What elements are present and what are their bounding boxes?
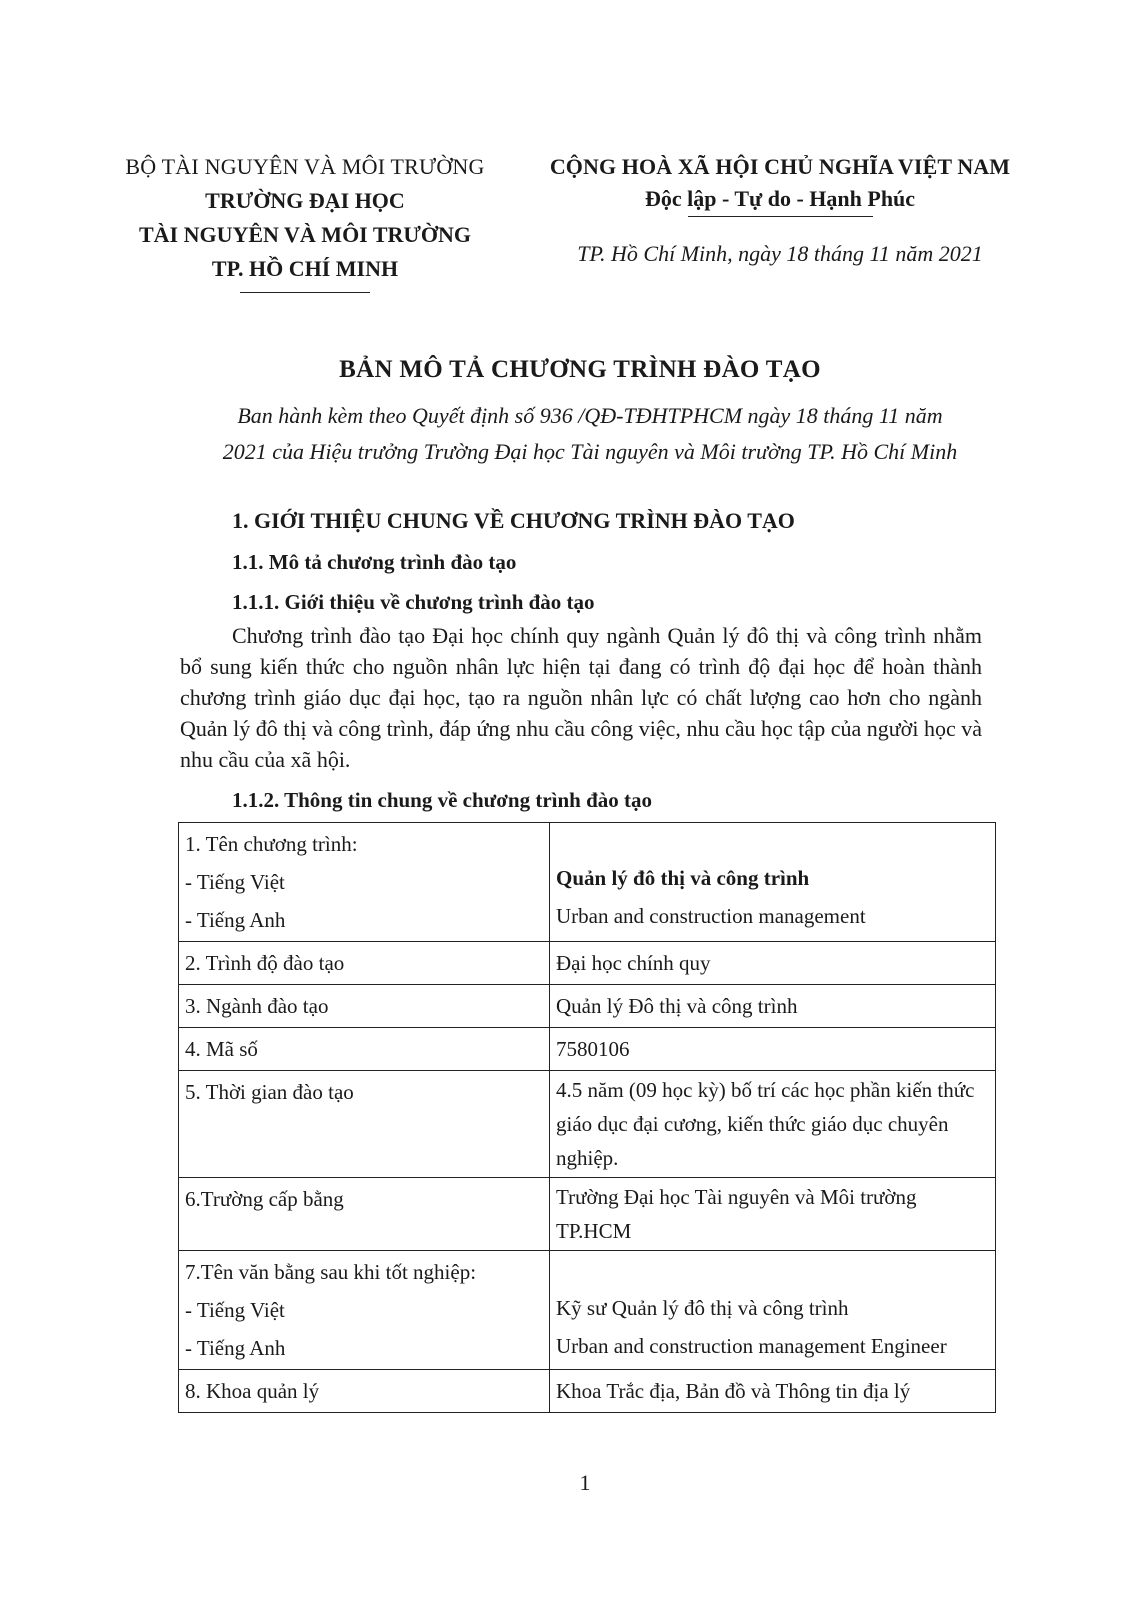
subtitle-line: Ban hành kèm theo Quyết định số 936 /QĐ-TĐHTPHCM ngày 18 tháng 11 năm [237, 403, 943, 428]
program-info-table [178, 822, 996, 1413]
table-cell-label: 3. Ngành đào tạo [179, 985, 550, 1028]
table-row [179, 823, 996, 942]
row-label: 7.Tên văn bằng sau khi tốt nghiệp: [185, 1260, 477, 1284]
row-sublabel: - Tiếng Việt [185, 870, 285, 894]
table-cell-label [179, 823, 550, 942]
table-row [179, 1028, 996, 1071]
row-sublabel: - Tiếng Anh [185, 908, 286, 932]
document-title: BẢN MÔ TẢ CHƯƠNG TRÌNH ĐÀO TẠO [339, 356, 821, 383]
spacer [556, 825, 987, 859]
row-sublabel: - Tiếng Anh [185, 1336, 286, 1360]
intro-paragraph: Chương trình đào tạo Đại học chính quy ngành Quản lý đô thị và công trình nhằm bổ sung kiến thức cho nguồn nhân lực hiện tại đang có trình độ đại học để hoàn thành chương trình giáo dục đại học, tạo ra nguồn nhân lực có chất lượng cao hơn cho ngành Quản lý đô thị và công trình, đáp ứng nhu cầu công việc, nhu cầu học tập của người học và nhu cầu của xã hội. [180, 623, 982, 772]
row-label: 1. Tên chương trình: [185, 832, 358, 856]
school-name-line3: TP. HỒ CHÍ MINH [211, 256, 399, 281]
table-cell-value [550, 823, 996, 942]
table-row [179, 1251, 996, 1370]
issuer-header [100, 150, 510, 293]
school-name-line2: TÀI NGUYÊN VÀ MÔI TRƯỜNG [138, 222, 472, 247]
row-value: Kỹ sư Quản lý đô thị và công trình [556, 1296, 849, 1320]
table-cell-label [179, 1251, 550, 1370]
ministry-name: BỘ TÀI NGUYÊN VÀ MÔI TRƯỜNG [125, 154, 485, 179]
table-cell-value: Đại học chính quy [550, 942, 996, 985]
motto-underline [688, 216, 873, 217]
national-header [530, 150, 1030, 269]
section-heading-1-1-1: 1.1.1. Giới thiệu về chương trình đào tạo [232, 590, 595, 614]
table-row [179, 1071, 996, 1178]
table-cell-value: Quản lý Đô thị và công trình [550, 985, 996, 1028]
table-row [179, 1178, 996, 1251]
table-cell-value [550, 1251, 996, 1370]
row-value: Urban and construction management Engineer [556, 1334, 947, 1358]
table-cell-value: Trường Đại học Tài nguyên và Môi trường TP.HCM [550, 1178, 996, 1251]
section-heading-1-1-2: 1.1.2. Thông tin chung về chương trình đào tạo [232, 788, 653, 812]
section-heading-1-1: 1.1. Mô tả chương trình đào tạo [232, 550, 517, 574]
spacer [556, 1253, 987, 1289]
subtitle-line: 2021 của Hiệu trưởng Trường Đại học Tài nguyên và Môi trường TP. Hồ Chí Minh [222, 439, 958, 464]
table-cell-label: 8. Khoa quản lý [179, 1370, 550, 1413]
page-number: 1 [579, 1470, 591, 1495]
table-row [179, 1370, 996, 1413]
table-cell-label: 4. Mã số [179, 1028, 550, 1071]
row-sublabel: - Tiếng Việt [185, 1298, 285, 1322]
national-motto: Độc lập - Tự do - Hạnh Phúc [644, 186, 916, 211]
section-heading-1: 1. GIỚI THIỆU CHUNG VỀ CHƯƠNG TRÌNH ĐÀO TẠO [232, 508, 795, 533]
school-name-line1: TRƯỜNG ĐẠI HỌC [205, 188, 405, 213]
table-row [179, 942, 996, 985]
document-subtitle [170, 398, 1010, 470]
table-cell-label: 2. Trình độ đào tạo [179, 942, 550, 985]
row-value: Quản lý đô thị và công trình [556, 866, 810, 890]
nation-name: CỘNG HOÀ XÃ HỘI CHỦ NGHĨA VIỆT NAM [549, 154, 1011, 179]
table-row [179, 985, 996, 1028]
table-cell-label: 6.Trường cấp bằng [179, 1178, 550, 1251]
document-date: TP. Hồ Chí Minh, ngày 18 tháng 11 năm 2021 [577, 241, 983, 266]
row-value: Urban and construction management [556, 904, 866, 928]
table-cell-label: 5. Thời gian đào tạo [179, 1071, 550, 1178]
header-divider [240, 292, 370, 293]
table-cell-value: 7580106 [550, 1028, 996, 1071]
table-cell-value: Khoa Trắc địa, Bản đồ và Thông tin địa lý [550, 1370, 996, 1413]
table-cell-value: 4.5 năm (09 học kỳ) bố trí các học phần kiến thức giáo dục đại cương, kiến thức giáo dục chuyên nghiệp. [550, 1071, 996, 1178]
